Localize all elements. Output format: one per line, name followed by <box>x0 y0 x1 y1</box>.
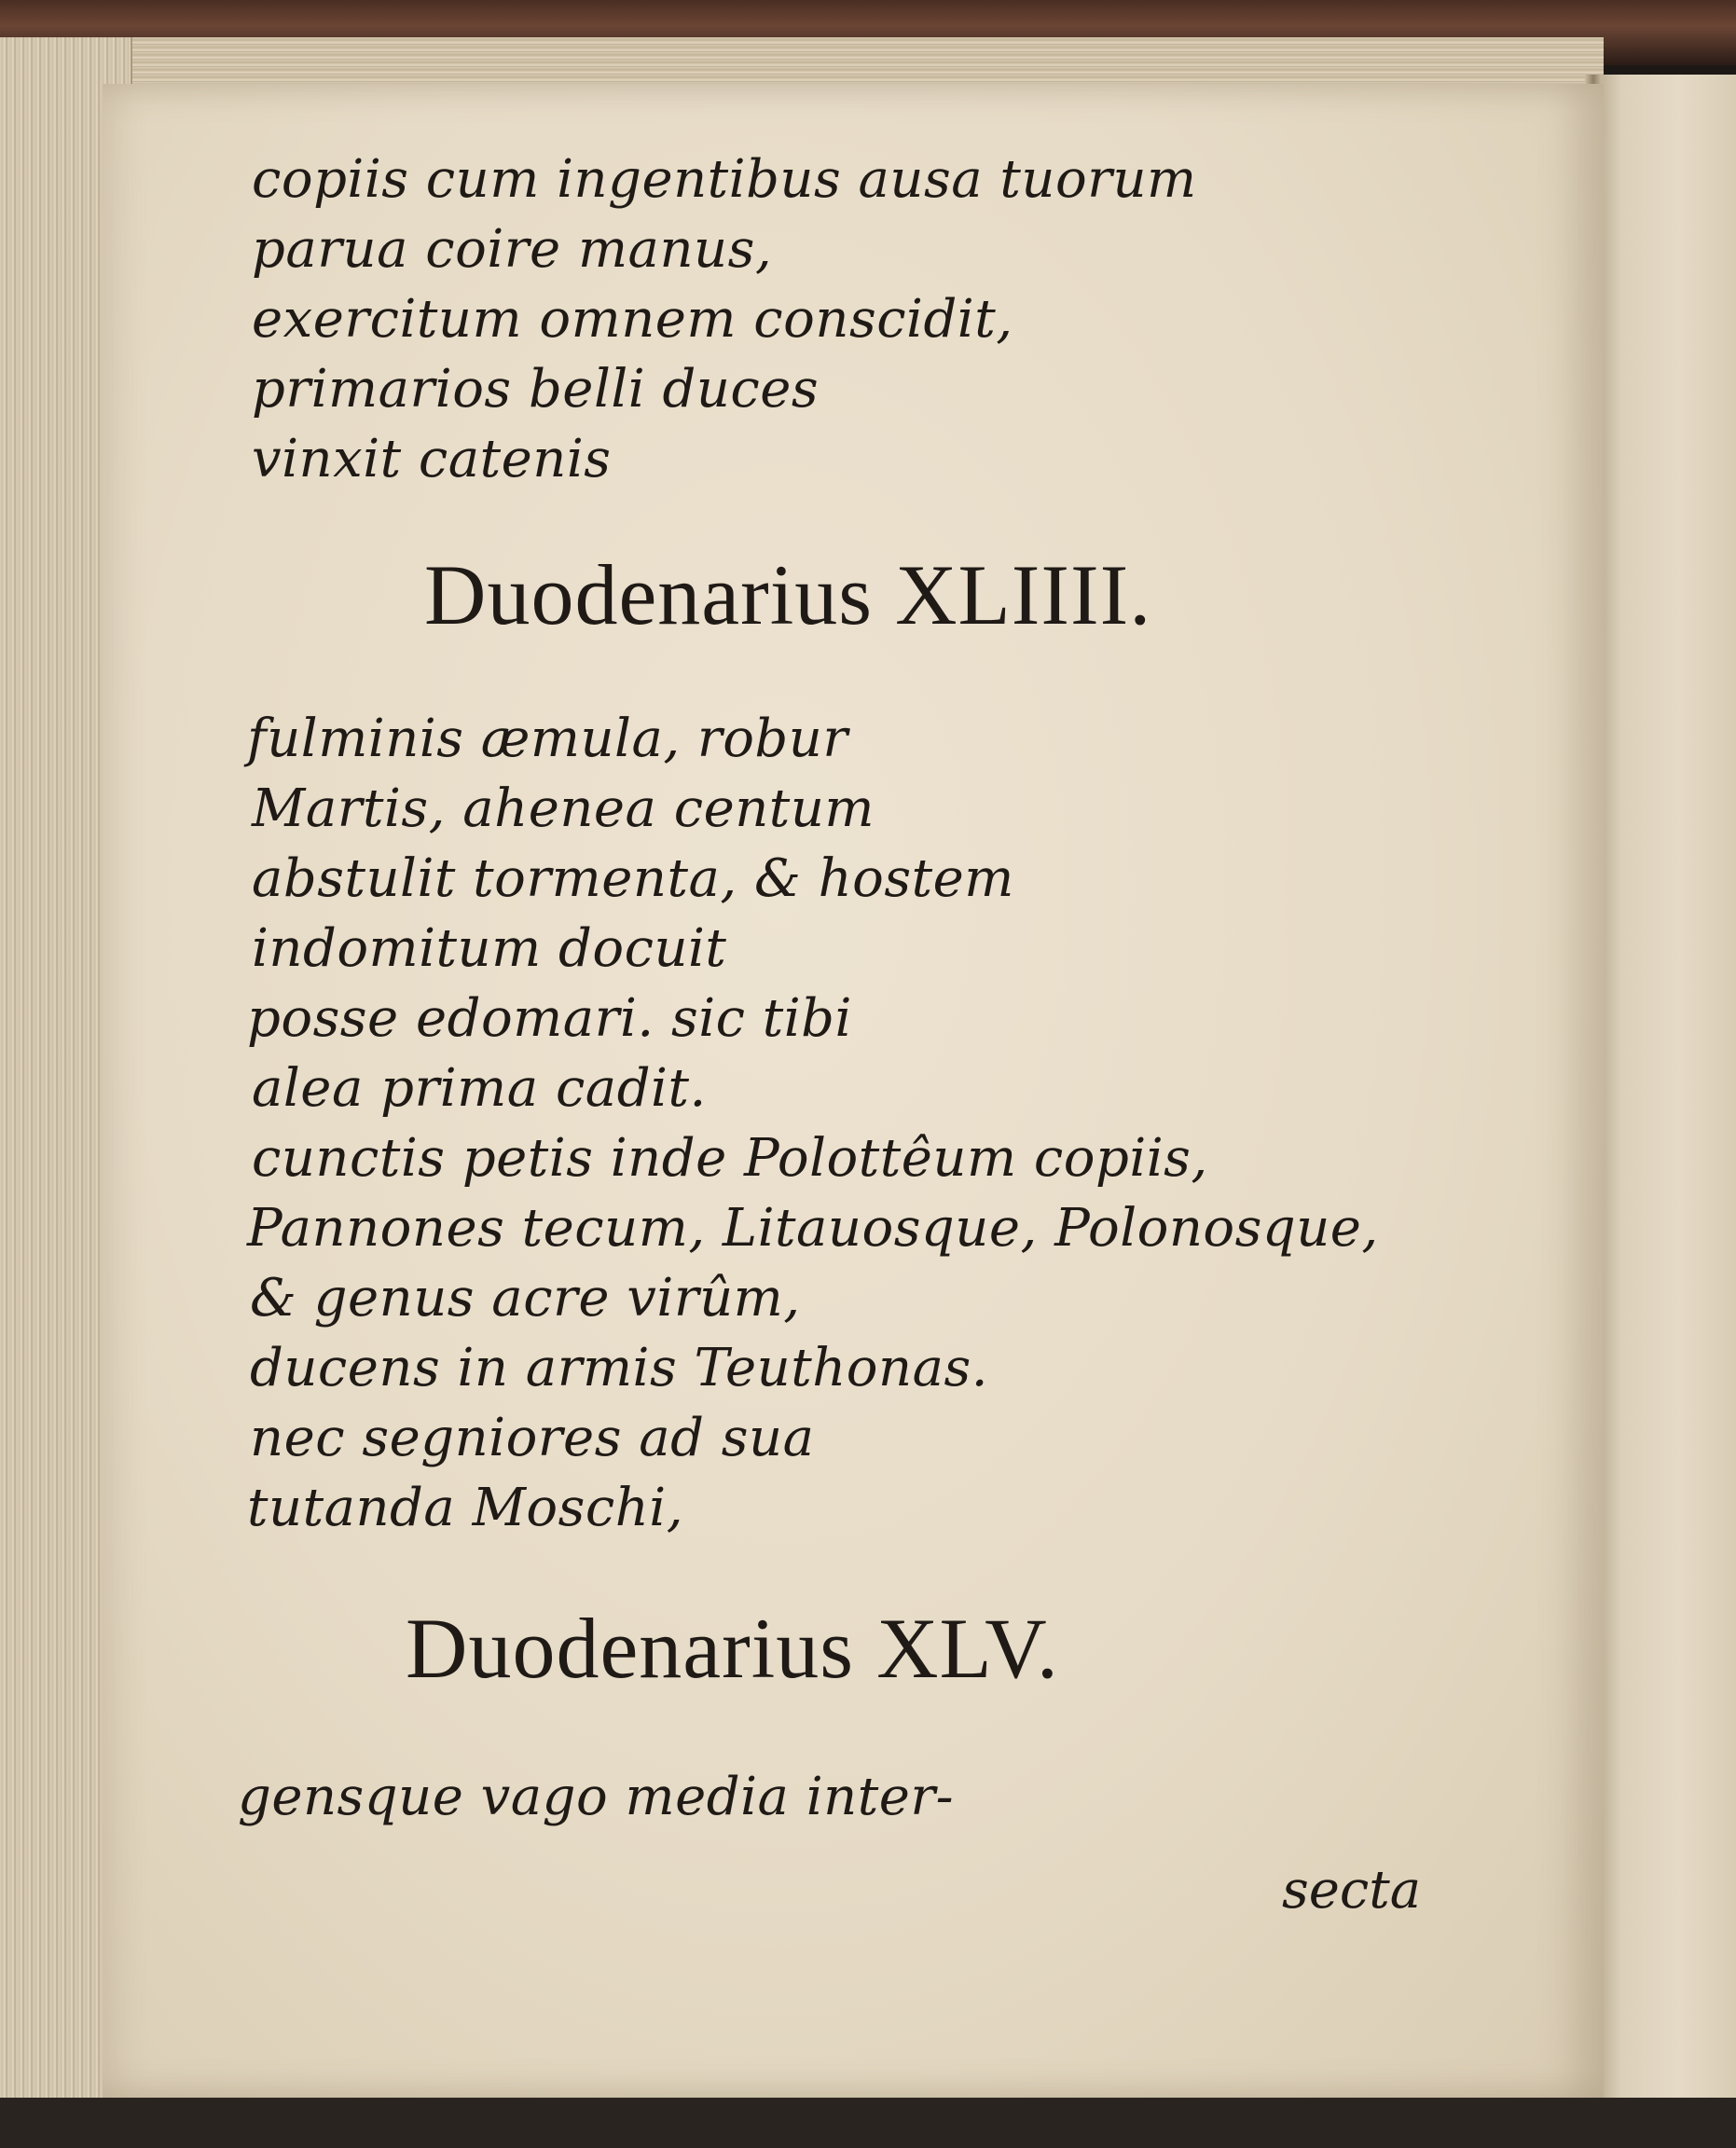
catchword: secta <box>1282 1860 1422 1921</box>
verse-line: cunctis petis inde Polottêum copiis, <box>252 1128 1208 1189</box>
verse-line: posse edomari. sic tibi <box>247 988 852 1049</box>
verse-line: indomitum docuit <box>252 918 727 979</box>
verse-line: ducens in armis Teuthonas. <box>250 1338 988 1398</box>
verse-line: nec segniores ad sua <box>250 1408 815 1468</box>
section-heading: Duodenarius XLV. <box>406 1601 1059 1696</box>
verse-line: tutanda Moschi, <box>247 1478 683 1538</box>
verse-line: fulminis æmula, robur <box>247 709 848 769</box>
verse-line: primarios belli duces <box>252 359 820 420</box>
verse-line: gensque vago media inter- <box>238 1767 955 1827</box>
verse-line: Pannones tecum, Litauosque, Polonosque, <box>247 1198 1379 1259</box>
section-heading: Duodenarius XLIIII. <box>424 547 1152 642</box>
verse-line: Martis, ahenea centum <box>252 778 875 839</box>
verse-line: abstulit tormenta, & hostem <box>252 848 1014 909</box>
verse-line: copiis cum ingentibus ausa tuorum <box>252 149 1197 210</box>
facing-page <box>1596 75 1736 2116</box>
background-bottom <box>0 2098 1736 2148</box>
verse-line: exercitum omnem conscidit, <box>252 289 1013 350</box>
verse-line: alea prima cadit. <box>252 1058 707 1119</box>
verse-line: & genus acre virûm, <box>250 1268 801 1329</box>
verse-line: vinxit catenis <box>252 429 612 489</box>
verse-line: parua coire manus, <box>252 219 773 280</box>
